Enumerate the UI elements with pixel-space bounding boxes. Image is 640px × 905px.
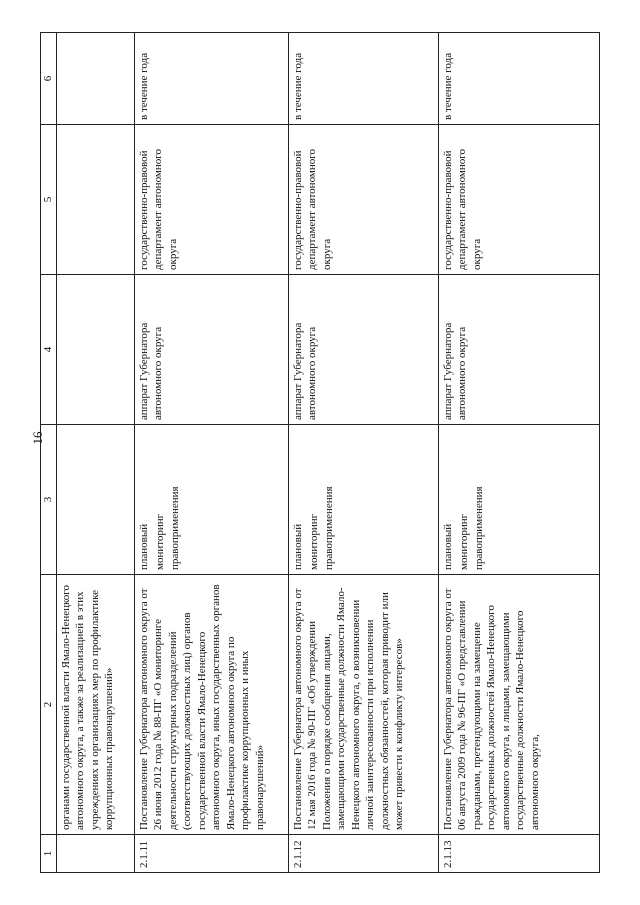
table-row: [134, 32, 288, 872]
executor: аппарат Губернатора автономного округа: [288, 274, 438, 424]
monitoring-method: [288, 424, 438, 574]
executor: аппарат Губернатора автономного округа: [134, 274, 288, 424]
monitoring-plan-table: [40, 32, 600, 873]
row-number: 2.1.13: [438, 834, 599, 872]
executor: аппарат Губернатора автономного округа: [438, 274, 599, 424]
responsible: государственно-правовой департамент автономного округа: [134, 124, 288, 274]
table-row: [288, 32, 438, 872]
act-title: Постановление Губернатора автономного округа от 26 июня 2012 года № 88-ПГ «О мониторинге деятельности структурных подразделений (соответствующих должностных лиц) органов государственной власти Ямало-Ненецкого автономного округа, иных государственных органов Ямало-Ненецкого автономного округа по профилактике коррупционных и иных правонарушений»: [134, 574, 288, 834]
monitoring-method: [438, 424, 599, 574]
method-type: плановый: [291, 523, 304, 570]
column-header: 4: [41, 274, 57, 424]
monitoring-method: [134, 424, 288, 574]
term: в течение года: [288, 32, 438, 124]
table-row: [438, 32, 599, 872]
row-number: 2.1.11: [134, 834, 288, 872]
method-kind: мониторинг правоприменения: [154, 485, 181, 570]
method-type: плановый: [137, 523, 150, 570]
responsible: государственно-правовой департамент автономного округа: [438, 124, 599, 274]
row-number: 2.1.12: [288, 834, 438, 872]
page-number: 16: [30, 431, 45, 445]
term: [56, 32, 134, 124]
column-header: 2: [41, 574, 57, 834]
table-row: [56, 32, 134, 872]
row-number: [56, 834, 134, 872]
column-header: 5: [41, 124, 57, 274]
column-header: 1: [41, 834, 57, 872]
act-title: Постановление Губернатора автономного округа от 06 августа 2009 года № 96-ПГ «О представлении гражданами, претендующими на замещение государственных должностей Ямало-Ненецкого автономного округа, и лицами, замещающими государственные должности Ямало-Ненецкого автономного округа,: [438, 574, 599, 834]
header-row: [41, 32, 57, 872]
act-title: Постановление Губернатора автономного округа от 12 мая 2016 года № 90-ПГ «Об утверждении Положения о порядке сообщения лицами, замещающими государственные должности Ямало-Ненецкого автономного округа, о возникновении личной заинтересованности при исполнении должностных обязанностей, которая приводит или может привести к конфликту интересов»: [288, 574, 438, 834]
monitoring-method: [56, 424, 134, 574]
column-header: 6: [41, 32, 57, 124]
term: в течение года: [438, 32, 599, 124]
method-type: плановый: [441, 523, 454, 570]
executor: [56, 274, 134, 424]
rotated-table-container: [40, 33, 600, 873]
column-header: 3: [41, 424, 57, 574]
responsible: государственно-правовой департамент автономного округа: [288, 124, 438, 274]
method-kind: мониторинг правоприменения: [308, 485, 335, 570]
responsible: [56, 124, 134, 274]
method-kind: мониторинг правоприменения: [458, 485, 485, 570]
term: в течение года: [134, 32, 288, 124]
act-title: органами государственной власти Ямало-Ненецкого автономного округа, а также за реализацией в этих учреждениях и организациях мер по профилактике коррупционных правонарушений»: [56, 574, 134, 834]
